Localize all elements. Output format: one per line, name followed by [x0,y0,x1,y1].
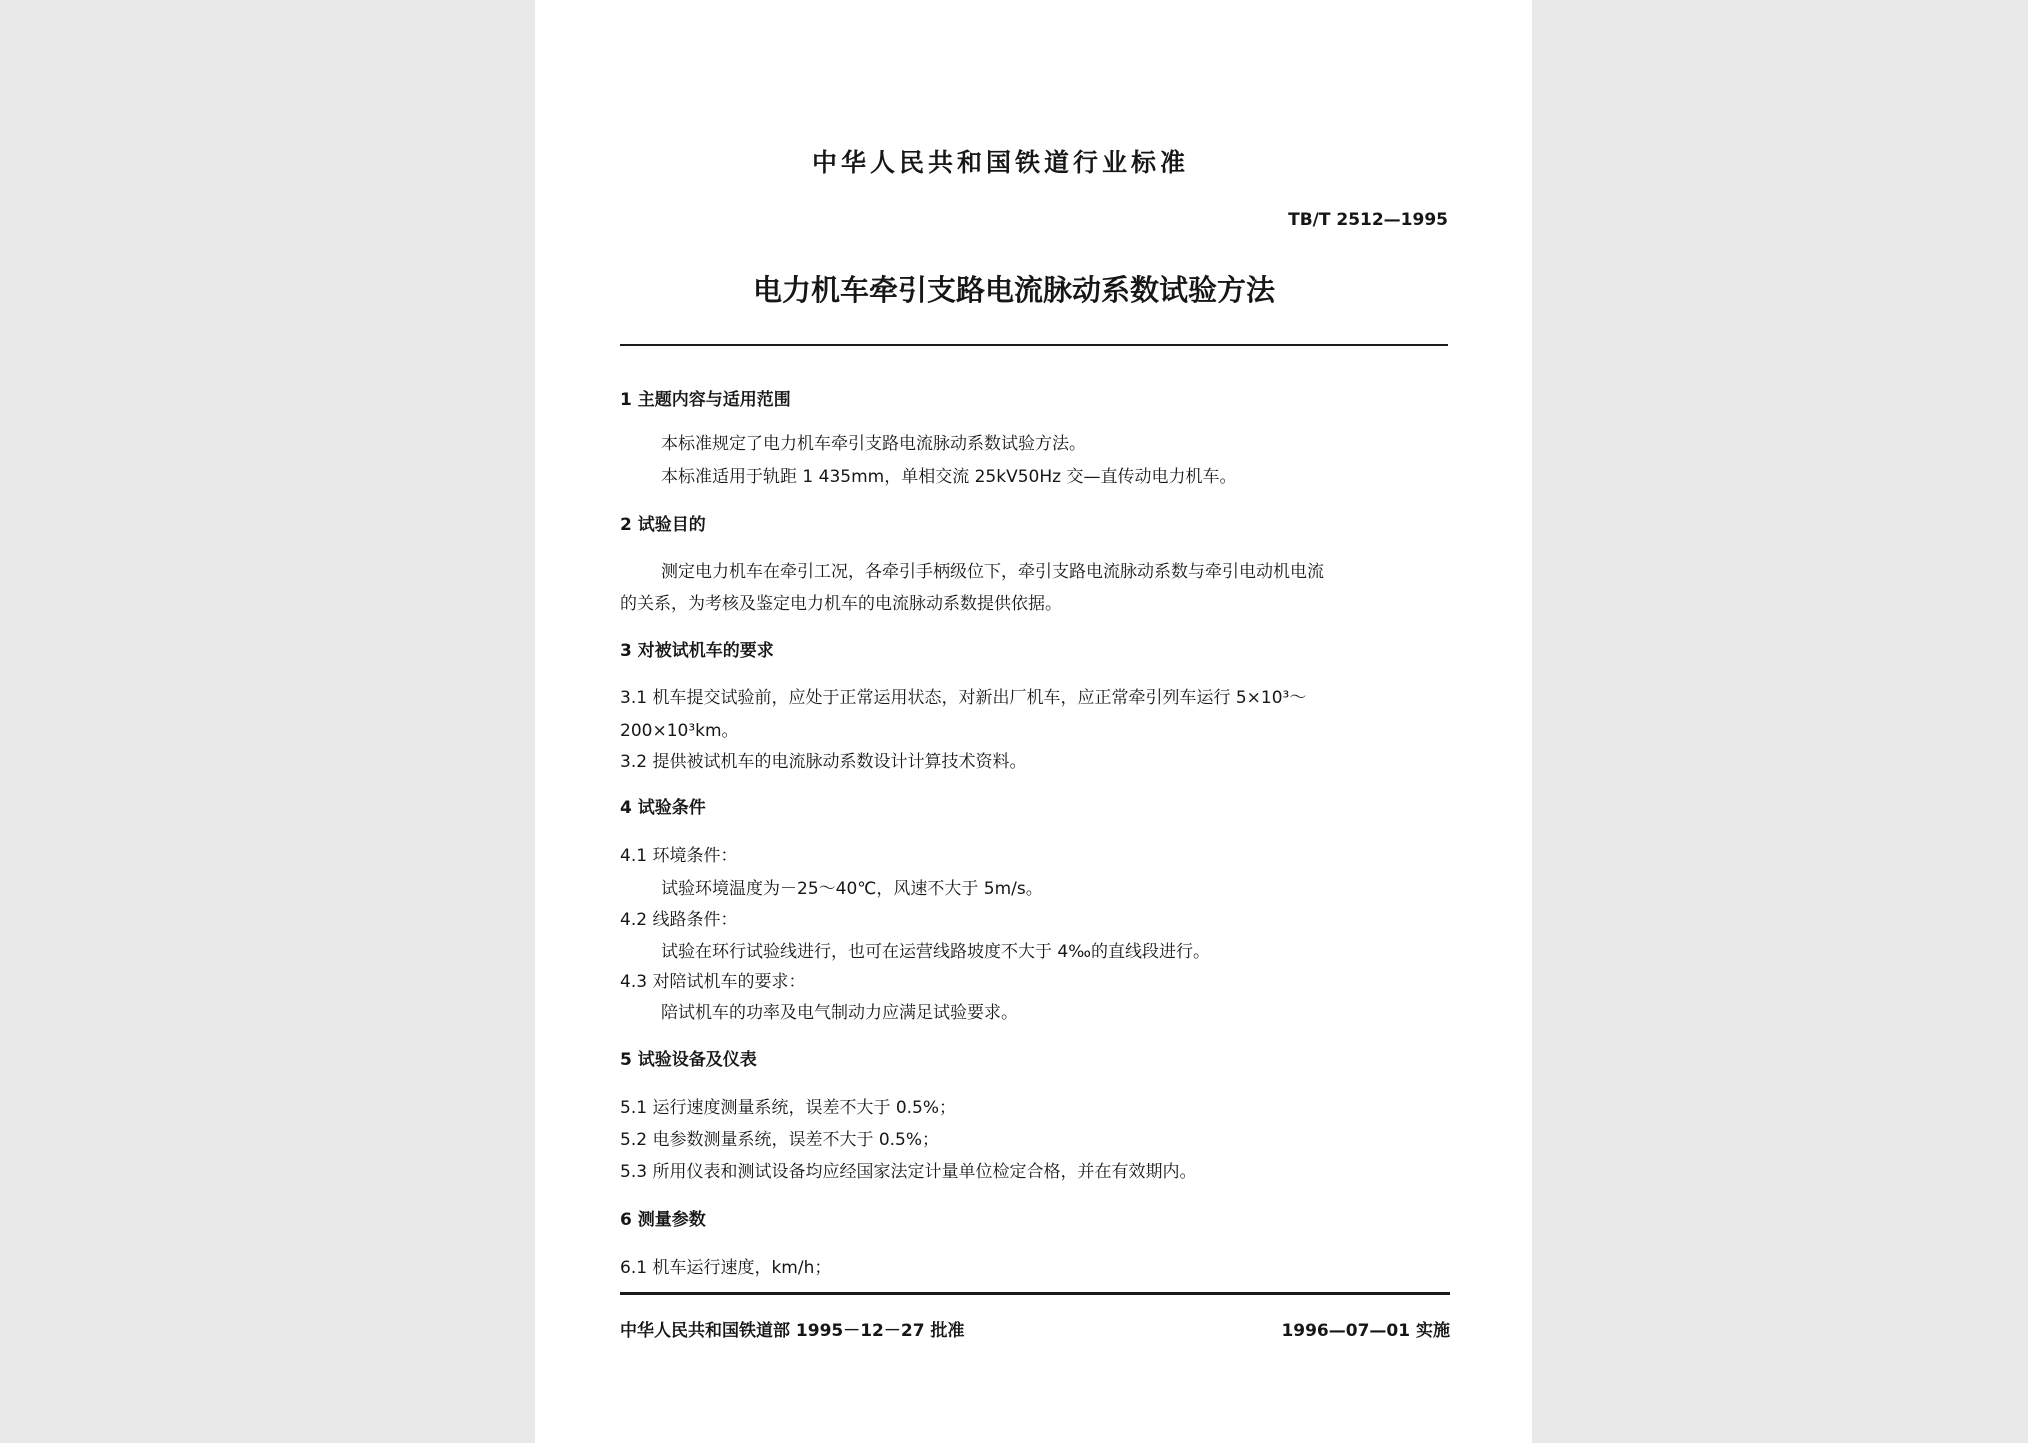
section-5-2: 5.2 电参数测量系统，误差不大于 0.5%； [620,1130,940,1150]
section-4-2-label: 4.2 线路条件： [620,910,738,930]
section-6-1: 6.1 机车运行速度，km/h； [620,1258,832,1278]
section-3-heading: 3 对被试机车的要求 [620,641,774,661]
section-6-heading: 6 测量参数 [620,1210,706,1230]
standard-code: TB/T 2512—1995 [1288,210,1448,230]
section-5-1: 5.1 运行速度测量系统，误差不大于 0.5%； [620,1098,957,1118]
section-2-para-line-2: 的关系，为考核及鉴定电力机车的电流脉动系数提供依据。 [620,594,1062,614]
section-1-heading: 1 主题内容与适用范围 [620,390,791,410]
document-title: 电力机车牵引支路电流脉动系数试验方法 [753,273,1276,307]
section-4-heading: 4 试验条件 [620,798,706,818]
section-4-3-text: 陪试机车的功率及电气制动力应满足试验要求。 [661,1003,1018,1023]
section-4-1-label: 4.1 环境条件： [620,846,738,866]
section-4-1-text: 试验环境温度为－25～40℃，风速不大于 5m/s。 [661,879,1043,899]
section-4-3-label: 4.3 对陪试机车的要求： [620,972,806,992]
section-5-heading: 5 试验设备及仪表 [620,1050,757,1070]
effective-date: 1996—07—01 实施 [1281,1321,1450,1341]
section-2-heading: 2 试验目的 [620,515,706,535]
section-3-1-line-2: 200×10³km。 [620,721,739,741]
section-1-para-2: 本标准适用于轨距 1 435mm，单相交流 25kV50Hz 交—直传动电力机车。 [661,467,1237,487]
section-2-para-line-1: 测定电力机车在牵引工况，各牵引手柄级位下，牵引支路电流脉动系数与牵引电动机电流 [661,562,1324,582]
section-4-2-text: 试验在环行试验线进行，也可在运营线路坡度不大于 4‰的直线段进行。 [661,942,1211,962]
section-5-3: 5.3 所用仪表和测试设备均应经国家法定计量单位检定合格，并在有效期内。 [620,1162,1197,1182]
footer-divider [620,1292,1450,1295]
section-1-para-1: 本标准规定了电力机车牵引支路电流脉动系数试验方法。 [661,434,1086,454]
title-divider [620,344,1448,346]
approval-line: 中华人民共和国铁道部 1995－12－27 批准 [620,1321,965,1341]
section-3-1-line-1: 3.1 机车提交试验前，应处于正常运用状态，对新出厂机车，应正常牵引列车运行 5×10³～ [620,688,1307,708]
org-title: 中华人民共和国铁道行业标准 [812,148,1190,177]
document-page [535,0,1532,1443]
section-3-2: 3.2 提供被试机车的电流脉动系数设计计算技术资料。 [620,752,1027,772]
